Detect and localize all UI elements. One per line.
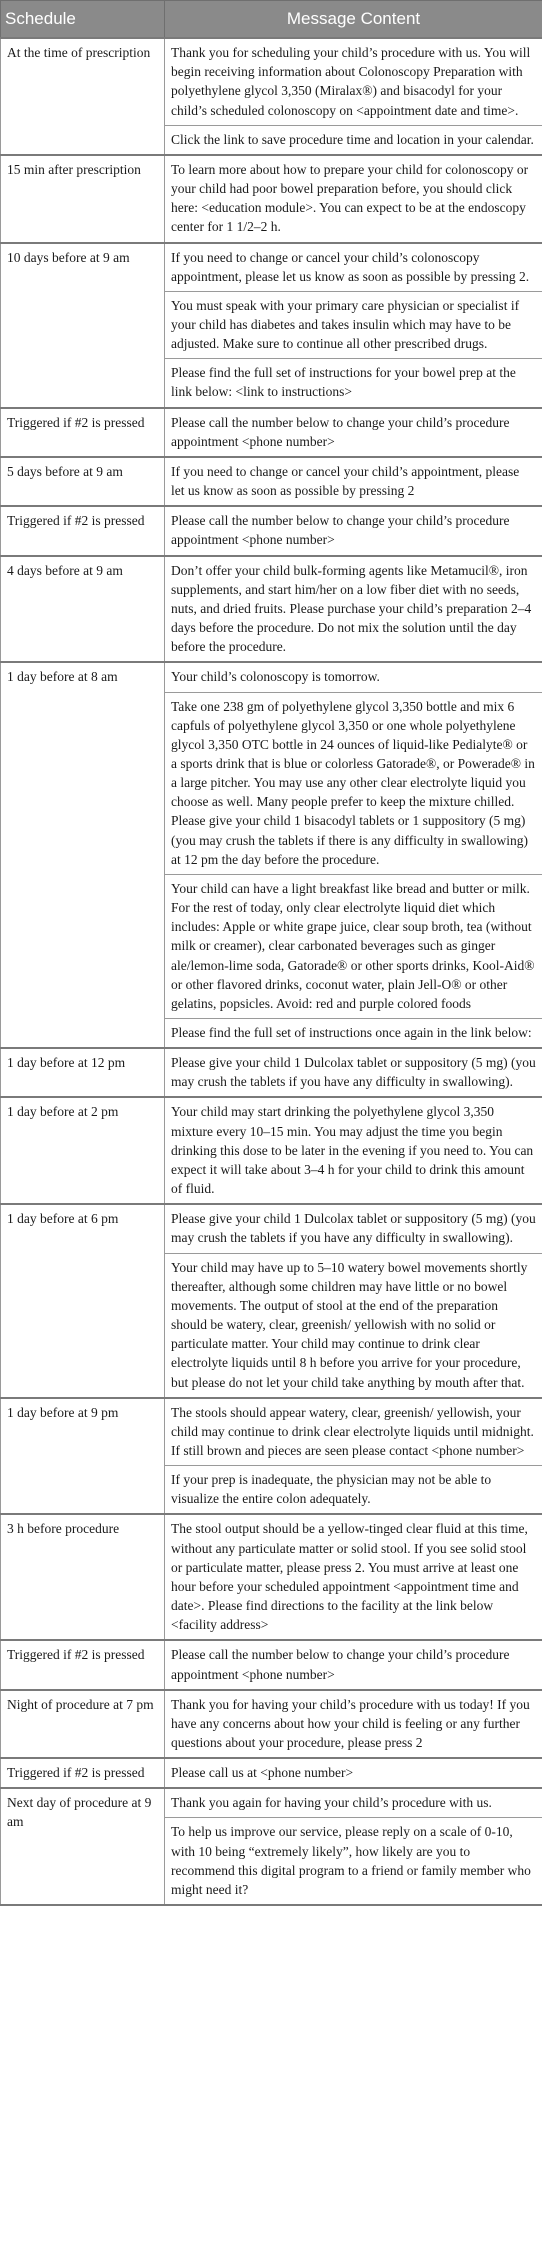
schedule-cell: 1 day before at 2 pm — [1, 1097, 165, 1204]
table-row — [1, 1398, 542, 1466]
message-cell: The stools should appear watery, clear, greenish/ yellowish, your child may continue to drink clear electrolyte liquids until midnight. If still brown and pieces are seen please contact <phone number> — [165, 1398, 542, 1466]
schedule-cell: Next day of procedure at 9 am — [1, 1788, 165, 1905]
schedule-cell: 5 days before at 9 am — [1, 457, 165, 506]
message-cell: If your prep is inadequate, the physician may not be able to visualize the entire colon adequately. — [165, 1466, 542, 1515]
table-row — [1, 1514, 542, 1640]
message-column-header: Message Content — [165, 1, 542, 39]
schedule-cell: 3 h before procedure — [1, 1514, 165, 1640]
schedule-cell: 15 min after prescription — [1, 155, 165, 243]
table-row — [1, 662, 542, 692]
schedule-cell: 1 day before at 6 pm — [1, 1204, 165, 1397]
table-row — [1, 408, 542, 457]
table-row — [1, 243, 542, 292]
table-row — [1, 1640, 542, 1689]
table-row — [1, 506, 542, 555]
schedule-cell: 1 day before at 12 pm — [1, 1048, 165, 1097]
table-row — [1, 457, 542, 506]
table-header-row — [1, 1, 542, 39]
message-cell: Your child may start drinking the polyethylene glycol 3,350 mixture every 10–15 min. You may adjust the time you begin drinking this dose to be later in the evening if you need to. You can expect it will take about 3–4 h for your child to drink this amount of fluid. — [165, 1097, 542, 1204]
table-row — [1, 1097, 542, 1204]
message-cell: Please find the full set of instructions for your bowel prep at the link below: <link to instructions> — [165, 359, 542, 408]
schedule-cell: At the time of prescription — [1, 38, 165, 155]
message-cell: Please give your child 1 Dulcolax tablet or suppository (5 mg) (you may crush the tablets if you have any difficulty in swallowing). — [165, 1204, 542, 1253]
message-cell: You must speak with your primary care physician or specialist if your child has diabetes and takes insulin which may have to be adjusted. Make sure to continue all other prescribed drugs. — [165, 291, 542, 358]
table-row — [1, 155, 542, 243]
message-cell: Thank you for having your child’s procedure with us today! If you have any concerns about how your child is feeling or any further questions about your procedure, please press 2 — [165, 1690, 542, 1758]
schedule-cell: 4 days before at 9 am — [1, 556, 165, 663]
message-cell: Click the link to save procedure time and location in your calendar. — [165, 125, 542, 155]
table-row — [1, 1204, 542, 1253]
schedule-column-header: Schedule — [1, 1, 165, 39]
message-cell: To help us improve our service, please reply on a scale of 0-10, with 10 being “extremely likely”, how likely are you to recommend this digital program to a friend or family member who might need it? — [165, 1818, 542, 1905]
message-cell: If you need to change or cancel your child’s colonoscopy appointment, please let us know as soon as possible by pressing 2. — [165, 243, 542, 292]
message-cell: Your child can have a light breakfast like bread and butter or milk. For the rest of today, only clear electrolyte liquid diet which includes: Apple or white grape juice, clear soup broth, tea (without milk or creamer), clear carbonated beverages such as ginger ale/lemon-lime soda, Gatorade® or other sports drinks, Kool-Aid® or other flavored drinks, coconut water, plain Jell-O® or other gelatins, popsicles. Avoid: red and purple colored foods — [165, 874, 542, 1018]
message-cell: If you need to change or cancel your child’s appointment, please let us know as soon as possible by pressing 2 — [165, 457, 542, 506]
schedule-cell: Triggered if #2 is pressed — [1, 506, 165, 555]
table-row — [1, 1690, 542, 1758]
message-cell: Your child may have up to 5–10 watery bowel movements shortly thereafter, although some children may have little or no bowel movements. The output of stool at the end of the preparation should be watery, clear, greenish/ yellowish with no solid or particulate matter. Your child may continue to drink clear electrolyte liquids until 8 h before you arrive for your procedure, but please do not let your child take anything by mouth after that. — [165, 1253, 542, 1398]
message-cell: Please call the number below to change your child’s procedure appointment <phone number> — [165, 1640, 542, 1689]
message-cell: Thank you for scheduling your child’s procedure with us. You will begin receiving information about Colonoscopy Preparation with polyethylene glycol 3,350 (Miralax®) and bisacodyl for your child’s scheduled colonoscopy on <appointment date and time>. — [165, 38, 542, 125]
schedule-cell: Triggered if #2 is pressed — [1, 1758, 165, 1788]
table-row — [1, 1788, 542, 1818]
message-cell: Please call us at <phone number> — [165, 1758, 542, 1788]
message-cell: Your child’s colonoscopy is tomorrow. — [165, 662, 542, 692]
message-cell: Please find the full set of instructions once again in the link below: — [165, 1019, 542, 1049]
message-cell: The stool output should be a yellow-tinged clear fluid at this time, without any particulate matter or solid stool. If you see solid stool or particulate matter, please press 2. You must arrive at least one hour before your scheduled appointment <appointment time and date>. Please find directions to the facility at the link below <facility address> — [165, 1514, 542, 1640]
schedule-cell: 10 days before at 9 am — [1, 243, 165, 408]
schedule-cell: Triggered if #2 is pressed — [1, 1640, 165, 1689]
table-row — [1, 556, 542, 663]
message-cell: To learn more about how to prepare your child for colonoscopy or your child had poor bowel preparation before, you should click here: <education module>. You can expect to be at the endoscopy center for 1 1/2–2 h. — [165, 155, 542, 243]
table-body — [1, 38, 542, 1905]
table-row — [1, 1048, 542, 1097]
table-row — [1, 1758, 542, 1788]
message-cell: Please call the number below to change your child’s procedure appointment <phone number> — [165, 506, 542, 555]
schedule-cell: 1 day before at 8 am — [1, 662, 165, 1048]
schedule-cell: Triggered if #2 is pressed — [1, 408, 165, 457]
message-cell: Please give your child 1 Dulcolax tablet or suppository (5 mg) (you may crush the tablets if you have any difficulty in swallowing). — [165, 1048, 542, 1097]
message-cell: Take one 238 gm of polyethylene glycol 3,350 bottle and mix 6 capfuls of polyethylene glycol 3,350 or one whole polyethylene glycol 3,350 OTC bottle in 24 ounces of liquid-like Pedialyte® or a sports drink that is blue or colorless Gatorade®, or Powerade® in a large pitcher. You may use any other clear electrolyte liquid you choose as well. Many people prefer to keep the mixture chilled. Please give your child 1 bisacodyl tablets or 1 suppository (5 mg) (you may crush the tablets if there is any difficulty in swallowing) at 12 pm the day before the procedure. — [165, 692, 542, 874]
message-cell: Thank you again for having your child’s procedure with us. — [165, 1788, 542, 1818]
message-cell: Please call the number below to change your child’s procedure appointment <phone number> — [165, 408, 542, 457]
schedule-cell: 1 day before at 9 pm — [1, 1398, 165, 1515]
schedule-cell: Night of procedure at 7 pm — [1, 1690, 165, 1758]
message-cell: Don’t offer your child bulk-forming agents like Metamucil®, iron supplements, and start him/her on a low fiber diet with no seeds, nuts, and dried fruits. Please purchase your child’s preparation 2–4 days before the procedure. Do not mix the solution until the day before the procedure. — [165, 556, 542, 663]
table-row — [1, 38, 542, 125]
